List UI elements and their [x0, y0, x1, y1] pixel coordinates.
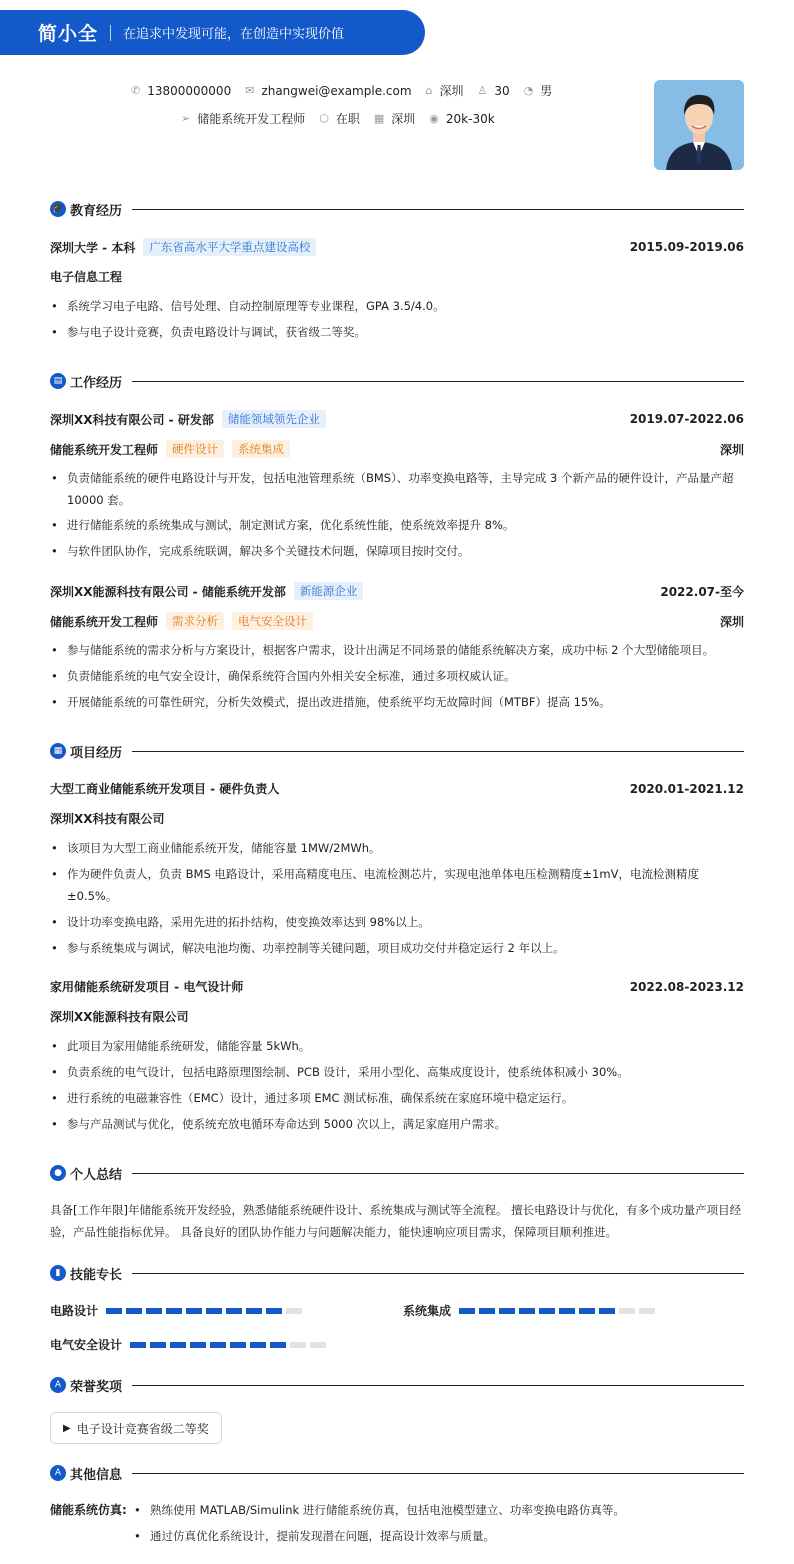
gender-value: 男 [540, 84, 553, 98]
bar-chart-icon: ▮ [50, 1265, 66, 1281]
contact-row-job [181, 110, 509, 127]
phone-value: 13800000000 [147, 83, 232, 98]
summary-text: 具备[工作年限]年储能系统开发经验，熟悉储能系统硬件设计、系统集成与测试等全流程。 擅长电路设计与优化，有多个成功量产项目经验，产品性能指标优异。 具备良好的团队协作能力与问题解决能力，能快速响应项目需求，保障项目顺利推进。 [50, 1203, 742, 1239]
play-icon: ▶ [63, 1422, 71, 1434]
skill-level-segment [190, 1342, 206, 1348]
project-header [50, 780, 744, 797]
salary-icon: ◉ [429, 112, 439, 125]
gender-item [524, 82, 553, 99]
section-title: 工作经历 [70, 375, 123, 391]
email-value: zhangwei@example.com [261, 83, 412, 98]
city-value: 深圳 [439, 84, 464, 98]
list-item: • 该项目为大型工商业储能系统开发，储能容量 1MW/2MWh。 [50, 837, 744, 859]
status-icon: ⬡ [319, 112, 329, 125]
skill-name: 系统集成 [403, 1304, 452, 1318]
list-item: • 负责系统的电气设计，包括电路原理图绘制、PCB 设计，采用小型化、高集成度设计，使系统体积减小 30%。 [50, 1061, 744, 1083]
list-item: • 通过仿真优化系统设计，提前发现潜在问题，提高设计效率与质量。 [133, 1525, 744, 1547]
award-badge[interactable] [50, 1412, 222, 1444]
profile-photo-illustration [654, 80, 744, 170]
status-value: 在职 [335, 112, 360, 126]
skill-level-segment [519, 1308, 535, 1314]
project-period: 2020.01-2021.12 [629, 781, 744, 796]
skill-level-bar [130, 1342, 330, 1348]
job-role-line [50, 440, 744, 458]
skill-level-segment [270, 1342, 286, 1348]
skill-level-bar [459, 1308, 659, 1314]
age-item [478, 84, 510, 98]
phone-icon: ✆ [131, 84, 141, 97]
list-item: • 参与系统集成与调试，解决电池均衡、功率控制等关键问题，项目成功交付并稳定运行 2 年以上。 [50, 937, 744, 959]
position-value: 储能系统开发工程师 [197, 112, 306, 126]
section-title: 项目经历 [70, 745, 123, 761]
email-item [245, 84, 411, 98]
company-name: 深圳XX科技有限公司 - 研发部 [50, 412, 214, 427]
section-title: 技能专长 [70, 1267, 123, 1283]
list-item: • 负责储能系统的电气安全设计，确保系统符合国内外相关安全标准，通过多项权威认证。 [50, 665, 744, 687]
list-item: • 开展储能系统的可靠性研究，分析失效模式，提出改进措施，使系统平均无故障时间（MTBF）提高 15%。 [50, 691, 744, 713]
company-name: 深圳XX能源科技有限公司 - 储能系统开发部 [50, 584, 286, 599]
section-divider [132, 1173, 744, 1174]
section-skills [50, 1263, 744, 1283]
target-city-item [374, 110, 415, 127]
briefcase-icon: ▤ [50, 373, 66, 389]
mail-icon: ✉ [245, 84, 255, 97]
gender-icon: ◔ [523, 84, 534, 97]
city-item [426, 82, 464, 99]
phone-item [131, 84, 231, 98]
skill-level-segment [619, 1308, 635, 1314]
job-city: 深圳 [719, 442, 744, 457]
person-icon: ● [50, 1165, 66, 1181]
graduation-cap-icon: 🎓 [50, 201, 66, 217]
skill-item [403, 1302, 659, 1319]
skill-item [50, 1302, 306, 1319]
grid-icon: ▦ [50, 743, 66, 759]
target-city-value: 深圳 [391, 112, 416, 126]
skill-level-segment [266, 1308, 282, 1314]
list-item: • 参与电子设计竞赛，负责电路设计与调试，获省级二等奖。 [50, 321, 744, 343]
section-title: 教育经历 [70, 203, 123, 219]
skill-level-segment [479, 1308, 495, 1314]
skill-level-segment [639, 1308, 655, 1314]
job-period: 2019.07-2022.06 [629, 412, 744, 426]
skill-level-segment [210, 1342, 226, 1348]
list-item: • 进行系统的电磁兼容性（EMC）设计，通过多项 EMC 测试标准，确保系统在家庭环境中稳定运行。 [50, 1087, 744, 1109]
section-divider [132, 1473, 744, 1474]
project-company: 深圳XX科技有限公司 [50, 812, 165, 826]
name-banner [0, 10, 425, 55]
profile-photo [654, 80, 744, 170]
status-item [319, 110, 360, 127]
info-icon: A [50, 1465, 66, 1481]
education-period: 2015.09-2019.06 [629, 240, 744, 254]
project-company: 深圳XX能源科技有限公司 [50, 1010, 189, 1024]
company-tag: 储能领域领先企业 [222, 410, 326, 428]
skill-level-segment [246, 1308, 262, 1314]
skill-level-segment [539, 1308, 555, 1314]
contact-row-basic [131, 82, 566, 99]
skill-level-segment [186, 1308, 202, 1314]
skill-tag: 硬件设计 [166, 440, 224, 458]
company-tag: 新能源企业 [294, 582, 364, 600]
skill-level-segment [559, 1308, 575, 1314]
section-work [50, 371, 744, 391]
section-divider [132, 1385, 744, 1386]
skill-level-segment [499, 1308, 515, 1314]
skill-level-segment [106, 1308, 122, 1314]
list-item: • 进行储能系统的系统集成与测试，制定测试方案，优化系统性能，使系统效率提升 8%。 [50, 514, 744, 536]
list-item: • 系统学习电子电路、信号处理、自动控制原理等专业课程，GPA 3.5/4.0。 [50, 295, 744, 317]
skill-level-segment [150, 1342, 166, 1348]
project-name: 家用储能系统研发项目 - 电气设计师 [50, 980, 244, 994]
skill-tag: 电气安全设计 [232, 612, 313, 630]
major-line [50, 268, 744, 285]
job-period: 2022.07-至今 [660, 584, 744, 599]
section-divider [132, 381, 744, 382]
salary-item [429, 112, 494, 126]
skill-tag: 系统集成 [232, 440, 290, 458]
skill-level-segment [459, 1308, 475, 1314]
section-other [50, 1463, 744, 1483]
skill-level-segment [126, 1308, 142, 1314]
list-item: • 作为硬件负责人，负责 BMS 电路设计，采用高精度电压、电流检测芯片，实现电池单体电压检测精度±1mV，电流检测精度±0.5%。 [50, 863, 744, 907]
age-icon: ♙ [477, 84, 488, 97]
skill-level-segment [146, 1308, 162, 1314]
project-period: 2022.08-2023.12 [629, 979, 744, 994]
skill-level-segment [286, 1308, 302, 1314]
skill-level-segment [206, 1308, 222, 1314]
job-role: 储能系统开发工程师 [50, 614, 159, 629]
skill-level-segment [130, 1342, 146, 1348]
send-icon: ➢ [181, 112, 191, 125]
skill-level-segment [579, 1308, 595, 1314]
skill-level-segment [599, 1308, 615, 1314]
skill-level-segment [166, 1308, 182, 1314]
list-item: • 与软件团队协作，完成系统联调，解决多个关键技术问题，保障项目按时交付。 [50, 540, 744, 562]
skill-tag: 需求分析 [166, 612, 224, 630]
skill-level-segment [230, 1342, 246, 1348]
job-city: 深圳 [719, 614, 744, 629]
section-divider [132, 1273, 744, 1274]
school-tag: 广东省高水平大学重点建设高校 [143, 238, 316, 256]
motto: 在追求中发现可能，在创造中实现价值 [123, 27, 345, 42]
project-header [50, 978, 744, 995]
home-icon: ⌂ [425, 84, 433, 97]
job-header [50, 582, 744, 600]
skill-level-segment [250, 1342, 266, 1348]
project-name: 大型工商业储能系统开发项目 - 硬件负责人 [50, 782, 280, 796]
age-value: 30 [494, 83, 510, 98]
skill-item [50, 1336, 330, 1353]
education-header [50, 238, 744, 256]
list-item: • 参与产品测试与优化，使系统充放电循环寿命达到 5000 次以上，满足家庭用户需求。 [50, 1113, 744, 1135]
section-honors [50, 1375, 744, 1395]
job-role: 储能系统开发工程师 [50, 442, 159, 457]
other-label: 储能系统仿真: [50, 1503, 127, 1517]
skill-level-segment [290, 1342, 306, 1348]
section-divider [132, 209, 744, 210]
candidate-name: 简小全 [38, 23, 99, 45]
position-item [181, 110, 305, 127]
banner-divider [110, 25, 111, 41]
job-role-line [50, 612, 744, 630]
section-title: 个人总结 [70, 1167, 123, 1183]
skill-level-segment [226, 1308, 242, 1314]
skill-name: 电路设计 [50, 1304, 99, 1318]
award-label: 电子设计竞赛省级二等奖 [76, 1421, 209, 1436]
section-projects [50, 741, 744, 761]
section-summary [50, 1163, 744, 1183]
project-company-line [50, 810, 744, 827]
list-item: • 设计功率变换电路，采用先进的拓扑结构，使变换效率达到 98%以上。 [50, 911, 744, 933]
salary-value: 20k-30k [445, 111, 495, 126]
section-title: 其他信息 [70, 1467, 123, 1483]
section-title: 荣誉奖项 [70, 1379, 123, 1395]
section-education [50, 199, 744, 219]
list-item: • 此项目为家用储能系统研发，储能容量 5kWh。 [50, 1035, 744, 1057]
building-icon: ▦ [373, 112, 385, 125]
list-item: • 负责储能系统的硬件电路设计与开发，包括电池管理系统（BMS）、功率变换电路等，主导完成 3 个新产品的硬件设计，产品量产超 10000 套。 [50, 467, 744, 511]
skill-name: 电气安全设计 [50, 1338, 123, 1352]
school-name: 深圳大学 - 本科 [50, 240, 136, 255]
major: 电子信息工程 [50, 270, 123, 284]
job-header [50, 410, 744, 428]
skill-level-segment [170, 1342, 186, 1348]
skill-level-bar [106, 1308, 306, 1314]
project-company-line [50, 1008, 744, 1025]
section-divider [132, 751, 744, 752]
award-icon: A [50, 1377, 66, 1393]
list-item: • 熟练使用 MATLAB/Simulink 进行储能系统仿真，包括电池模型建立、功率变换电路仿真等。 [133, 1499, 744, 1521]
skill-level-segment [310, 1342, 326, 1348]
list-item: • 参与储能系统的需求分析与方案设计，根据客户需求，设计出满足不同场景的储能系统解决方案，成功中标 2 个大型储能项目。 [50, 639, 744, 661]
